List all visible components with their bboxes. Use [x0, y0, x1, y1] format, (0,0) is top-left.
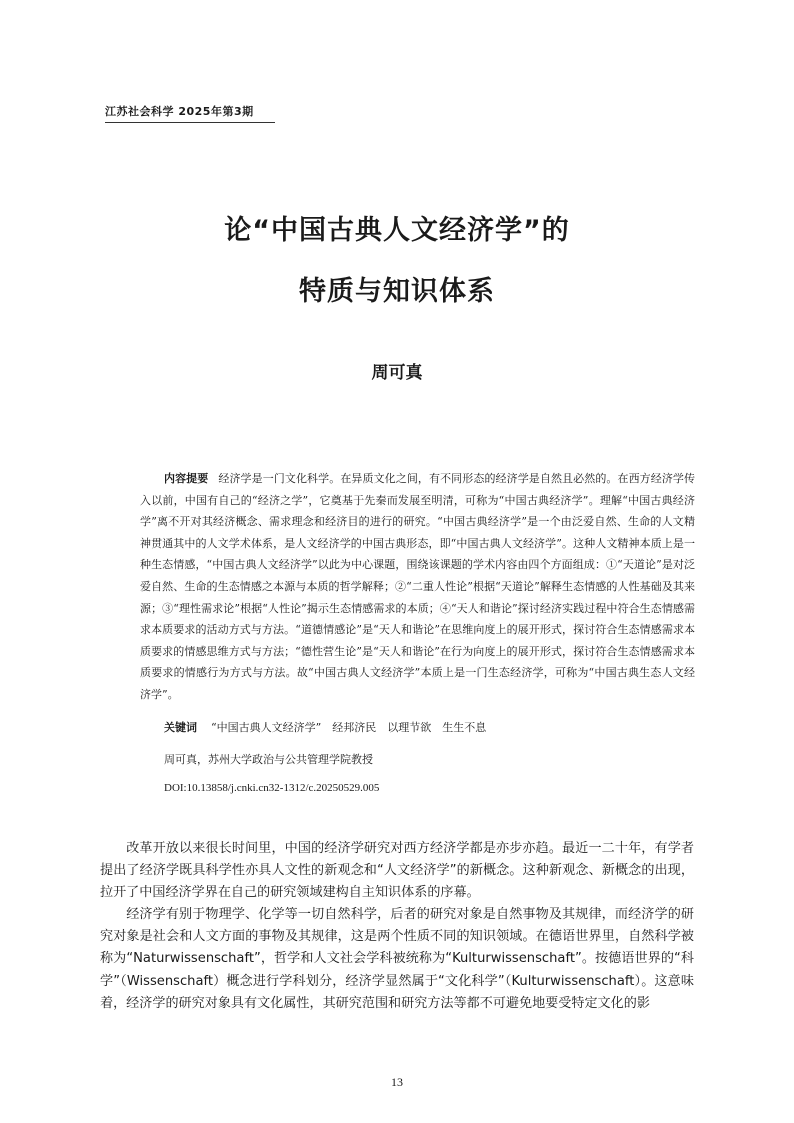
running-head: 江苏社会科学 2025年第3期 [105, 103, 275, 123]
author-affiliation: 周可真，苏州大学政治与公共管理学院教授 [164, 753, 373, 766]
abstract-text: 经济学是一门文化科学。在异质文化之间，有不同形态的经济学是自然且必然的。在西方经济学传入以前，中国有自己的“经济之学”，它奠基于先秦而发展至明清，可称为“中国古典经济学”。理解“中国古典经济学”离不开对其经济概念、需求理念和经济目的进行的研究。“中国古典经济学”是一个由泛爱自然、生命的人文精神贯通其中的人文学术体系，是人文经济学的中国古典形态，即“中国古典人文经济学”。这种人文精神本质上是一种生态情感，“中国古典人文经济学”以此为中心课题，围绕该课题的学术内容由四个方面组成：①“天道论”是对泛爱自然、生命的生态情感之本源与本质的哲学解释；②“二重人性论”根据“天道论”解释生态情感的人性基础及其来源；③“理性需求论”根据“人性论”揭示生态情感需求的本质；④“天人和谐论”探讨经济实践过程中符合生态情感需求本质要求的活动方式与方法。“道德情感论”是“天人和谐论”在思维向度上的展开形式，探讨符合生态情感需求本质要求的情感思维方式与方法；“德性营生论”是“天人和谐论”在行为向度上的展开形式，探讨符合生态情感需求本质要求的情感行为方式与方法。故“中国古典人文经济学”本质上是一门生态经济学，可称为“中国古典生态人文经济学”。 [140, 472, 696, 701]
abstract [140, 468, 695, 706]
author-name: 周可真 [371, 363, 423, 383]
keywords-label: 关键词 [164, 721, 197, 734]
body-paragraph-2: 经济学有别于物理学、化学等一切自然科学，后者的研究对象是自然事物及其规律，而经济学的研究对象是社会和人文方面的事物及其规律，这是两个性质不同的知识领域。在德语世界里，自然科学被称为“Naturwissenschaft”，哲学和人文社会学科被统称为“Kulturwissenschaft”。按德语世界的“科学”（Wissenschaft）概念进行学科划分，经济学显然属于“文化科学”（Kulturwissenschaft）。这意味着，经济学的研究对象具有文化属性，其研究范围和研究方法等都不可避免地要受特定文化的影 [100, 907, 694, 1011]
keywords-text: “中国古典人文经济学” 经邦济民 以理节欲 生生不息 [211, 721, 487, 734]
article-title-line-2: 特质与知识体系 [299, 276, 495, 307]
doi: DOI:10.13858/j.cnki.cn32-1312/c.20250529.005 [164, 782, 380, 794]
article-title-line-1: 论“中国古典人文经济学”的 [224, 215, 570, 246]
keywords [164, 719, 486, 735]
body-paragraph-1: 改革开放以来很长时间里，中国的经济学研究对西方经济学都是亦步亦趋。最近一二十年，有学者提出了经济学既具科学性亦具人文性的新观念和“人文经济学”的新概念。这种新观念、新概念的出现，拉开了中国经济学界在自己的研究领域建构自主知识体系的序幕。 [100, 841, 694, 901]
abstract-label: 内容提要 [164, 472, 209, 485]
page-number: 13 [391, 1075, 403, 1089]
body-text [100, 838, 694, 1015]
